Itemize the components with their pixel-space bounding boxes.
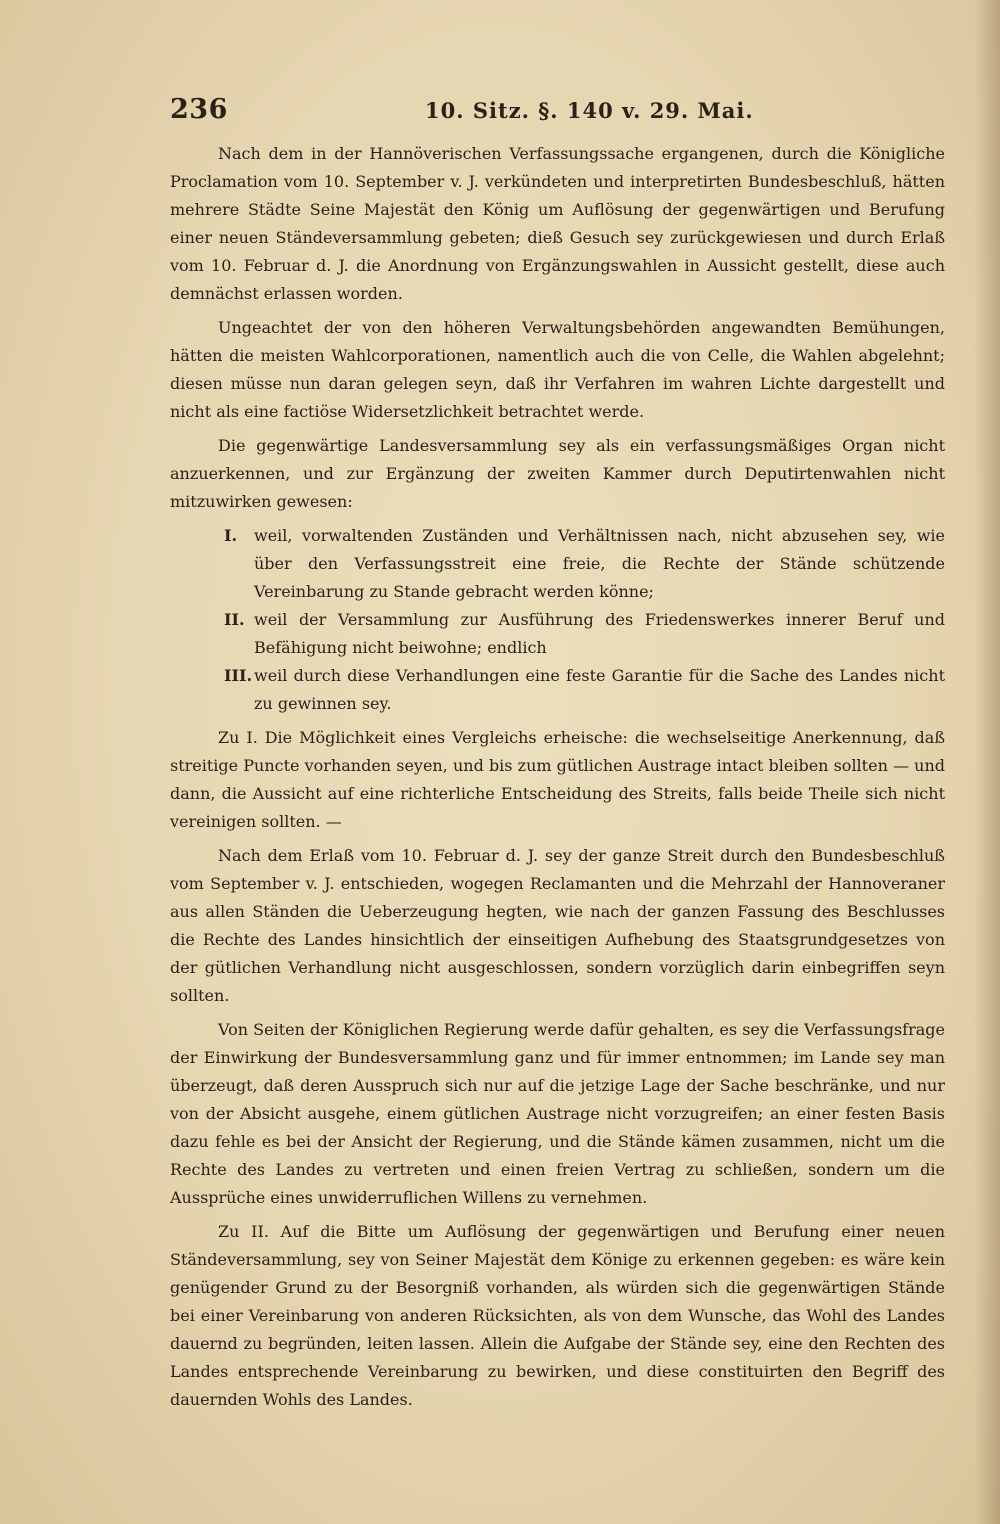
list-item-number: II. [224,610,245,629]
numbered-list [170,522,945,718]
paragraph: Nach dem Erlaß vom 10. Februar d. J. sey der ganze Streit durch den Bundesbeschluß vom September v. J. entschieden, wogegen Reclamanten und die Mehrzahl der Hannoveraner aus allen Ständen die Ueberzeugung hegten, wie nach der ganzen Fassung des Beschlusses die Rechte des Landes hinsichtlich der einseitigen Aufhebung des Staatsgrundgesetzes von der gütlichen Verhandlung nicht ausgeschlossen, sondern vorzüglich darin einbegriffen seyn sollten. [170,846,945,1005]
list-item-text: weil, vorwaltenden Zuständen und Verhältnissen nach, nicht abzusehen sey, wie über den Verfassungsstreit eine freie, die Rechte der Stände schützende Vereinbarung zu Stande gebracht werden könne; [254,526,945,601]
list-item-number: I. [224,526,238,545]
paragraph: Nach dem in der Hannöverischen Verfassungssache ergangenen, durch die Königliche Proclamation vom 10. September v. J. verkündeten und interpretirten Bundesbeschluß, hätten mehrere Städte Seine Majestät den König um Auflösung der gegenwärtigen und Berufung einer neuen Ständeversammlung gebeten; dieß Gesuch sey zurückgewiesen und durch Erlaß vom 10. Februar d. J. die Anordnung von Ergänzungswahlen in Aussicht gestellt, diese auch demnächst erlassen worden. [170,144,945,303]
page-edge-shadow [974,0,1000,1524]
paragraph: Die gegenwärtige Landesversammlung sey als ein verfassungsmäßiges Organ nicht anzuerkennen, und zur Ergänzung der zweiten Kammer durch Deputirtenwahlen nicht mitzuwirken gewesen: [170,436,945,511]
list-item [170,662,945,718]
page-number: 236 [170,94,228,125]
paragraph: Zu I. Die Möglichkeit eines Vergleichs erheische: die wechselseitige Anerkennung, daß streitige Puncte vorhanden seyen, und bis zum gütlichen Austrage intact bleiben sollten — und dann, die Aussicht auf eine richterliche Entscheidung des Streits, falls beide Theile sich nicht vereinigen sollten. — [170,728,945,831]
list-item-text: weil der Versammlung zur Ausführung des Friedenswerkes innerer Beruf und Befähigung nicht beiwohne; endlich [254,610,945,657]
list-item [170,522,945,606]
paragraph: Von Seiten der Königlichen Regierung werde dafür gehalten, es sey die Verfassungsfrage der Einwirkung der Bundesversammlung ganz und für immer entnommen; im Lande sey man überzeugt, daß deren Ausspruch sich nur auf die jetzige Lage der Sache beschränke, und nur von der Absicht ausgehe, einem gütlichen Austrage nicht vorzugreifen; an einer festen Basis dazu fehle es bei der Ansicht der Regierung, und die Stände kämen zusammen, nicht um die Rechte des Landes zu vertreten und einen freien Vertrag zu schließen, sondern um die Aussprüche eines unwiderruflichen Willens zu vernehmen. [170,1020,945,1207]
list-item-number: III. [224,666,253,685]
body-text [170,140,945,1420]
paragraph: Zu II. Auf die Bitte um Auflösung der gegenwärtigen und Berufung einer neuen Ständeversammlung, sey von Seiner Majestät dem Könige zu erkennen gegeben: es wäre kein genügender Grund zu der Besorgniß vorhanden, als würden sich die gegenwärtigen Stände bei einer Vereinbarung von anderen Rücksichten, als von dem Wunsche, das Wohl des Landes dauernd zu begründen, leiten lassen. Allein die Aufgabe der Stände sey, eine den Rechten des Landes entsprechende Vereinbarung zu bewirken, und diese constituirten den Begriff des dauernden Wohls des Landes. [170,1222,945,1409]
list-item [170,606,945,662]
page-header [170,90,945,130]
list-item-text: weil durch diese Verhandlungen eine feste Garantie für die Sache des Landes nicht zu gewinnen sey. [254,666,945,713]
running-head: 10. Sitz. §. 140 v. 29. Mai. [425,98,754,123]
paragraph: Ungeachtet der von den höheren Verwaltungsbehörden angewandten Bemühungen, hätten die meisten Wahlcorporationen, namentlich auch die von Celle, die Wahlen abgelehnt; diesen müsse nun daran gelegen seyn, daß ihr Verfahren im wahren Lichte dargestellt und nicht als eine factiöse Widersetzlichkeit betrachtet werde. [170,318,945,421]
